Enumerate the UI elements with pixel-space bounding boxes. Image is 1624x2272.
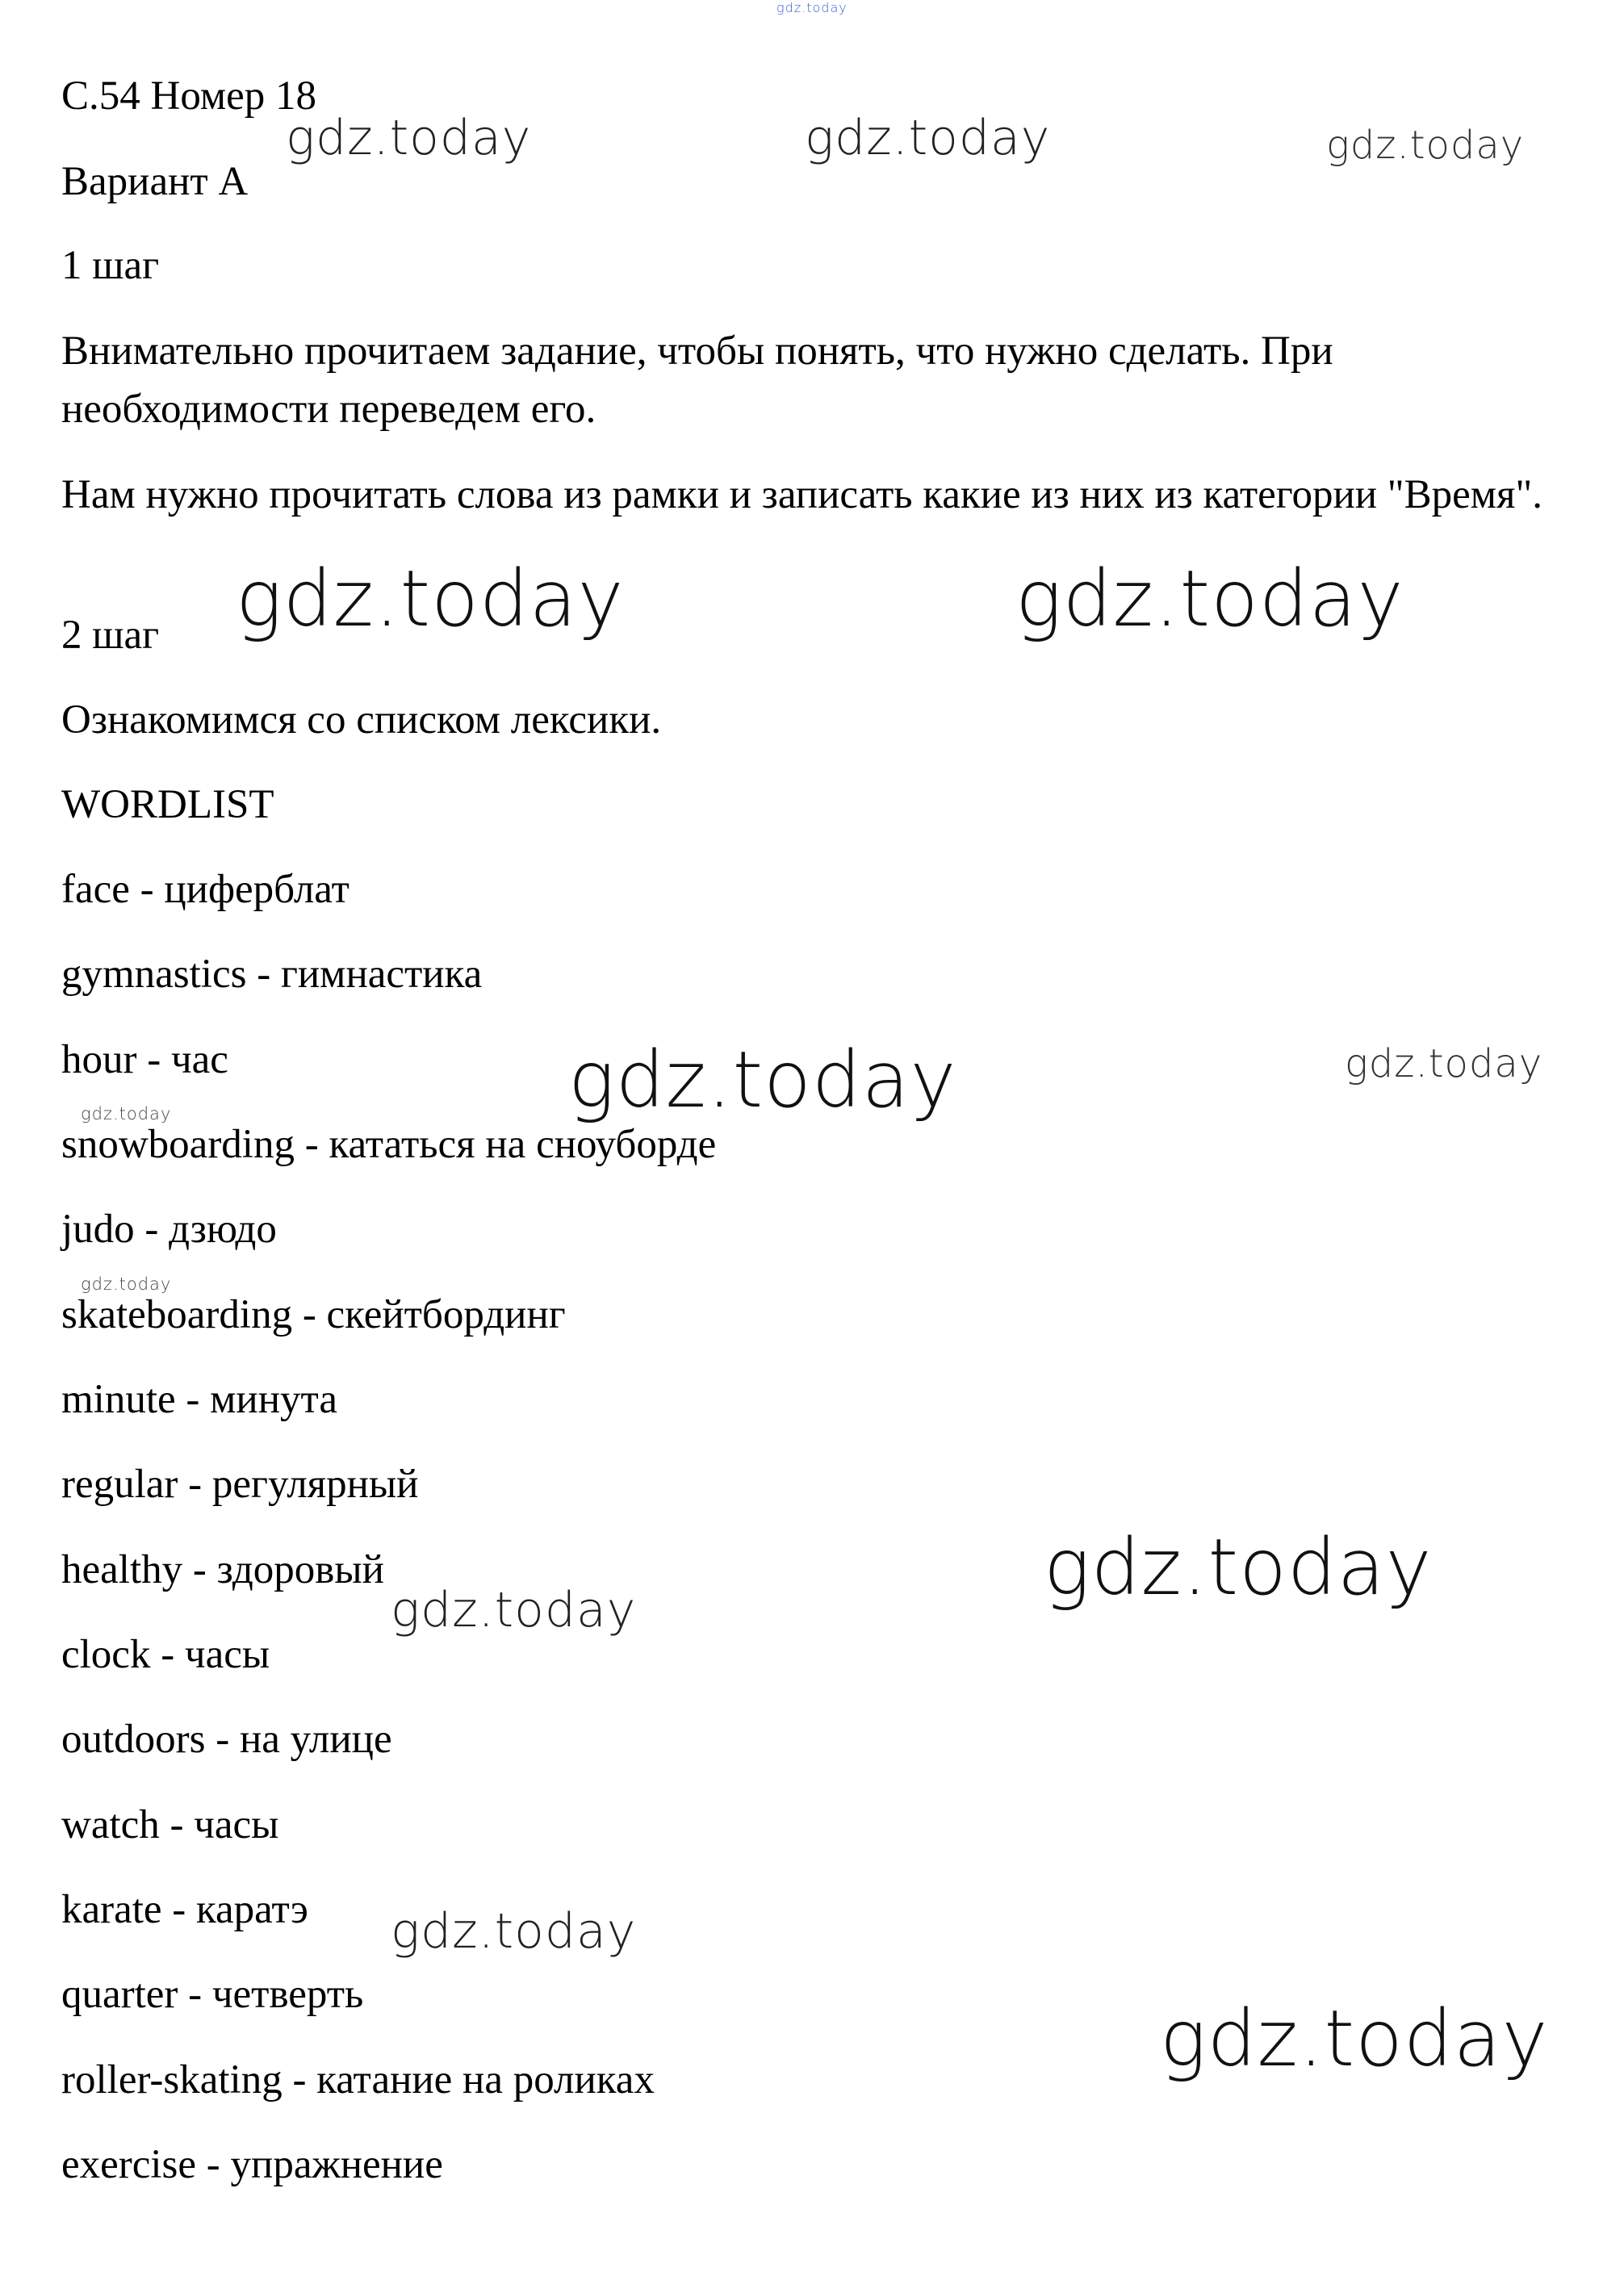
wordlist-item: judo - дзюдо bbox=[61, 1207, 277, 1252]
wordlist-item: minute - минута bbox=[61, 1377, 338, 1422]
watermark: gdz.today bbox=[236, 554, 625, 644]
step1-label: 1 шаг bbox=[61, 243, 160, 288]
wordlist-item: face - циферблат bbox=[61, 867, 349, 912]
wordlist-item: roller-skating - катание на роликах bbox=[61, 2057, 655, 2103]
watermark: gdz.today bbox=[1326, 123, 1525, 168]
wordlist-item: exercise - упражнение bbox=[61, 2142, 443, 2187]
watermark: gdz.today bbox=[81, 1104, 172, 1123]
watermark: gdz.today bbox=[391, 1582, 637, 1638]
step1-paragraph-1: Внимательно прочитаем задание, чтобы понять, что нужно сделать. При необходимости переведем его. bbox=[61, 328, 1333, 432]
page-title: С.54 Номер 18 bbox=[61, 73, 317, 119]
watermark: gdz.today bbox=[1345, 1041, 1543, 1086]
wordlist-item: skateboarding - скейтбординг bbox=[61, 1292, 566, 1337]
wordlist-item: healthy - здоровый bbox=[61, 1547, 384, 1592]
watermark: gdz.today bbox=[1015, 554, 1404, 644]
watermark: gdz.today bbox=[391, 1903, 637, 1960]
wordlist-item: karate - каратэ bbox=[61, 1887, 308, 1932]
watermark: gdz.today bbox=[568, 1035, 957, 1125]
wordlist-item: gymnastics - гимнастика bbox=[61, 952, 483, 997]
wordlist-item: hour - час bbox=[61, 1037, 228, 1082]
step2-intro: Ознакомимся со списком лексики. bbox=[61, 697, 662, 743]
wordlist-item: snowboarding - кататься на сноуборде bbox=[61, 1122, 717, 1167]
variant-label: Вариант А bbox=[61, 159, 249, 204]
step1-paragraph-2: Нам нужно прочитать слова из рамки и записать какие из них из категории "Время". bbox=[61, 472, 1543, 517]
wordlist-item: regular - регулярный bbox=[61, 1462, 419, 1507]
wordlist-heading: WORDLIST bbox=[61, 782, 274, 827]
watermark: gdz.today bbox=[81, 1274, 172, 1294]
watermark-top: gdz.today bbox=[776, 0, 848, 15]
wordlist-item: clock - часы bbox=[61, 1632, 270, 1677]
wordlist-item: outdoors - на улице bbox=[61, 1717, 392, 1762]
wordlist-item: quarter - четверть bbox=[61, 1972, 364, 2017]
watermark: gdz.today bbox=[286, 110, 532, 166]
watermark: gdz.today bbox=[1160, 1994, 1549, 2084]
step2-label: 2 шаг bbox=[61, 613, 160, 658]
watermark: gdz.today bbox=[805, 110, 1051, 166]
watermark: gdz.today bbox=[1044, 1522, 1433, 1613]
wordlist-item: watch - часы bbox=[61, 1802, 279, 1847]
